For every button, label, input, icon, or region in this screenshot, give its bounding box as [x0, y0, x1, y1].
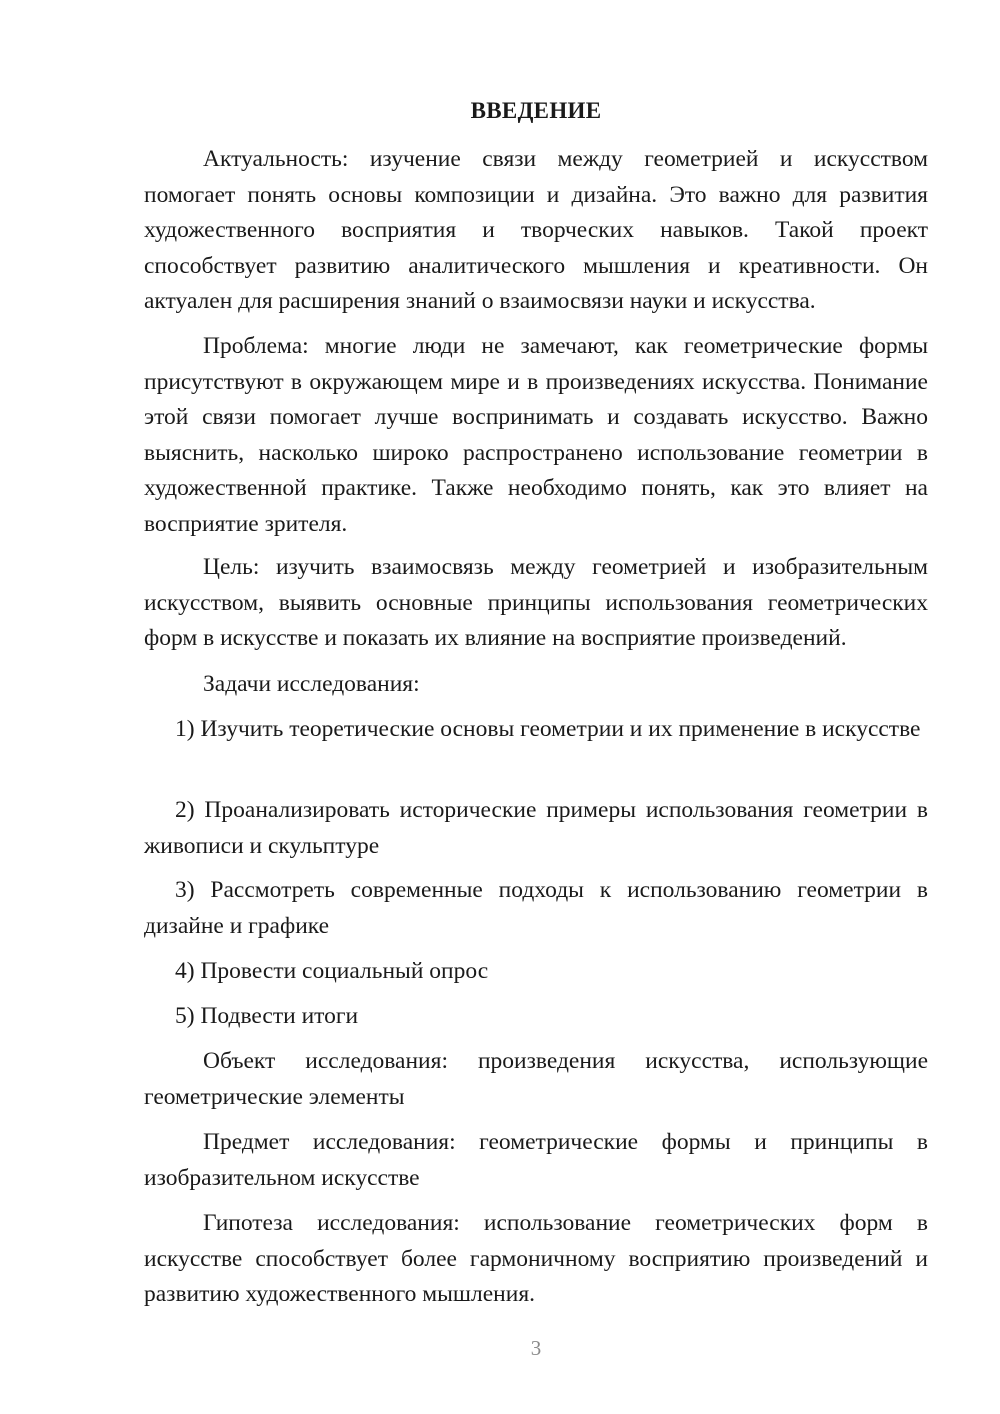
task-item-3: 3) Рассмотреть современные подходы к использованию геометрии в дизайне и графике — [144, 877, 928, 939]
problem-paragraph: Проблема: многие люди не замечают, как геометрические формы присутствуют в окружающем мире и в произведениях искусства. Понимание этой связи помогает лучше воспринимать и создавать искусство. Важно выяснить, насколько широко распространено использование геометрии в художественной практике. Также необходимо понять, как это влияет на восприятие зрителя. — [144, 333, 928, 537]
goal-paragraph: Цель: изучить взаимосвязь между геометрией и изобразительным искусством, выявить основные принципы использования геометрических форм в искусстве и показать их влияние на восприятие произведений. — [144, 554, 928, 651]
tasks-heading: Задачи исследования: — [203, 671, 420, 697]
page-number: 3 — [530, 1336, 542, 1360]
hypothesis-paragraph: Гипотеза исследования: использование геометрических форм в искусстве способствует более гармоничному восприятию произведений и развитию художественного мышления. — [144, 1210, 928, 1307]
subject-paragraph: Предмет исследования: геометрические формы и принципы в изобразительном искусстве — [144, 1129, 928, 1191]
task-item-1: 1) Изучить теоретические основы геометрии и их применение в искусстве — [175, 716, 921, 742]
object-paragraph: Объект исследования: произведения искусства, использующие геометрические элементы — [144, 1048, 928, 1110]
page-title: ВВЕДЕНИЕ — [470, 98, 602, 123]
document-page — [144, 0, 928, 1414]
task-item-5: 5) Подвести итоги — [175, 1003, 359, 1029]
task-item-4: 4) Провести социальный опрос — [175, 958, 489, 984]
relevance-paragraph: Актуальность: изучение связи между геометрией и искусством помогает понять основы композиции и дизайна. Это важно для развития художественного восприятия и творческих навыков. Такой проект способствует развитию аналитического мышления и креативности. Он актуален для расширения знаний о взаимосвязи науки и искусства. — [144, 146, 928, 314]
task-item-2: 2) Проанализировать исторические примеры использования геометрии в живописи и скульптуре — [144, 797, 928, 859]
